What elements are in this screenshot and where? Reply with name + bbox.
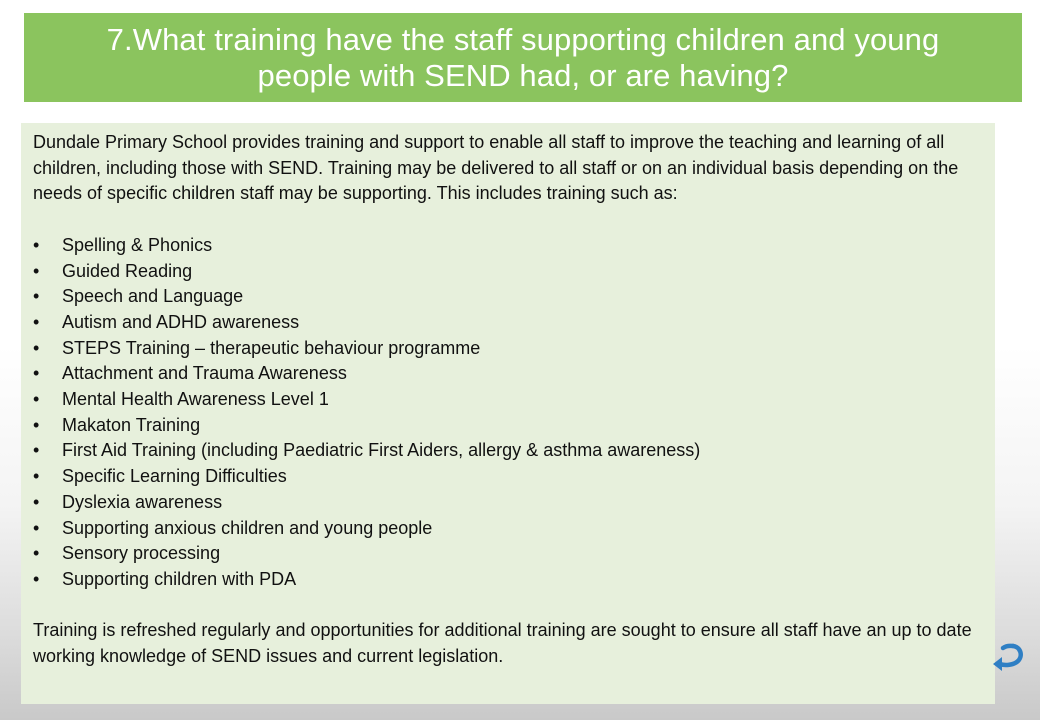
training-list-item [33,541,983,567]
paragraph-spacer [33,207,983,233]
training-list-item [33,259,983,285]
closing-paragraph: Training is refreshed regularly and opportunities for additional training are sought to ensure all staff have an up to date working knowledge of SEND issues and current legislation. [33,620,972,667]
training-list-item [33,336,983,362]
training-list-item [33,490,983,516]
training-item-label: First Aid Training (including Paediatric First Aiders, allergy & asthma awareness) [62,440,701,461]
training-item-label: Mental Health Awareness Level 1 [62,389,329,410]
training-list-item [33,516,983,542]
training-list-item [33,310,983,336]
training-item-label: Specific Learning Difficulties [62,466,287,487]
bullet-icon: • [33,363,40,384]
bullet-icon: • [33,311,40,332]
training-item-label: Spelling & Phonics [62,234,213,255]
bullet-icon: • [33,337,40,358]
training-list-item [33,464,983,490]
bullet-icon: • [33,286,40,307]
training-item-label: STEPS Training – therapeutic behaviour programme [62,337,481,358]
bullet-icon: • [33,260,40,281]
training-item-label: Guided Reading [62,260,193,281]
training-list-item [33,233,983,259]
training-list-item [33,387,983,413]
training-item-label: Attachment and Trauma Awareness [62,363,347,384]
training-list-item [33,413,983,439]
intro-paragraph: Dundale Primary School provides training and support to enable all staff to improve the teaching and learning of all children, including those with SEND. Training may be delivered to all staff or on an individual basis depending on the needs of specific children staff may be supporting. This includes training such as: [33,132,959,204]
bullet-icon: • [33,414,40,435]
training-list-item [33,438,983,464]
training-item-label: Speech and Language [62,286,244,307]
bullet-icon: • [33,389,40,410]
training-list-item [33,361,983,387]
training-list-item [33,284,983,310]
bullet-icon: • [33,491,40,512]
paragraph-spacer [33,593,983,619]
training-item-label: Dyslexia awareness [62,491,223,512]
bullet-icon: • [33,466,40,487]
return-arrow-icon[interactable] [991,638,1025,672]
bullet-icon: • [33,543,40,564]
slide-title-banner [24,13,1022,102]
training-item-label: Autism and ADHD awareness [62,311,300,332]
bullet-icon: • [33,568,40,589]
training-item-label: Makaton Training [62,414,201,435]
training-list [33,233,983,593]
training-item-label: Supporting children with PDA [62,568,297,589]
content-panel [21,123,995,704]
training-item-label: Sensory processing [62,543,221,564]
bullet-icon: • [33,440,40,461]
bullet-icon: • [33,517,40,538]
training-list-item [33,567,983,593]
bullet-icon: • [33,234,40,255]
training-item-label: Supporting anxious children and young people [62,517,433,538]
slide-title: 7.What training have the staff supporting children and young people with SEND had, or are having? [106,21,940,93]
